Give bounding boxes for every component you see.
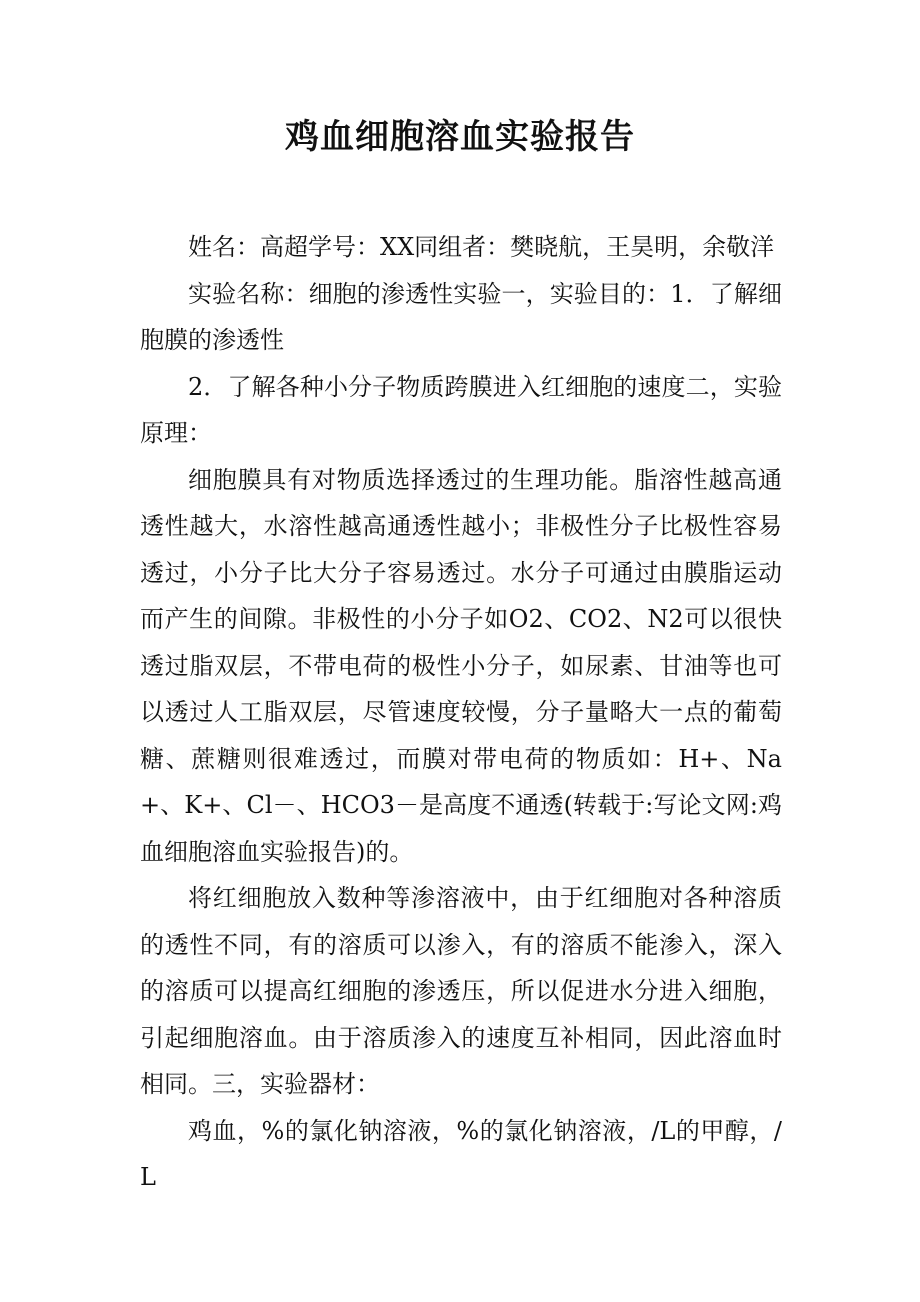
hemolysis-paragraph: 将红细胞放入数种等渗溶液中，由于红细胞对各种溶质的透性不同，有的溶质可以渗入，有的溶质不能渗入，深入的溶质可以提高红细胞的渗透压，所以促进水分进入细胞，引起细胞溶血。由于溶质渗入的速度互补相同，因此溶血时相同。三，实验器材： [140,884,782,1098]
materials-paragraph: 鸡血，%的氯化钠溶液，%的氯化钠溶液，/L的甲醇，/L [140,1116,782,1191]
principle-paragraph: 细胞膜具有对物质选择透过的生理功能。脂溶性越高通透性越大，水溶性越高通透性越小；非极性分子比极性容易透过，小分子比大分子容易透过。水分子可通过由膜脂运动而产生的间隙。非极性的小分子如O2、CO2、N2可以很快透过脂双层，不带电荷的极性小分子，如尿素、甘油等也可以透过人工脂双层，尽管速度较慢，分子量略大一点的葡萄糖、蔗糖则很难透过，而膜对带电荷的物质如：H+、Na+、K+、Cl－、HCO3－是高度不通透(转载于:写论文网:鸡血细胞溶血实验报告)的。 [140,465,782,866]
objective-paragraph: 2．了解各种小分子物质跨膜进入红细胞的速度二，实验原理： [140,372,782,447]
document-title: 鸡血细胞溶血实验报告 [285,117,635,157]
document-body [140,224,782,1201]
experiment-name-paragraph: 实验名称：细胞的渗透性实验一，实验目的：1．了解细胞膜的渗透性 [140,279,782,354]
author-info-paragraph: 姓名：高超学号：XX同组者：樊晓航，王昊明，余敬洋 [188,233,775,261]
